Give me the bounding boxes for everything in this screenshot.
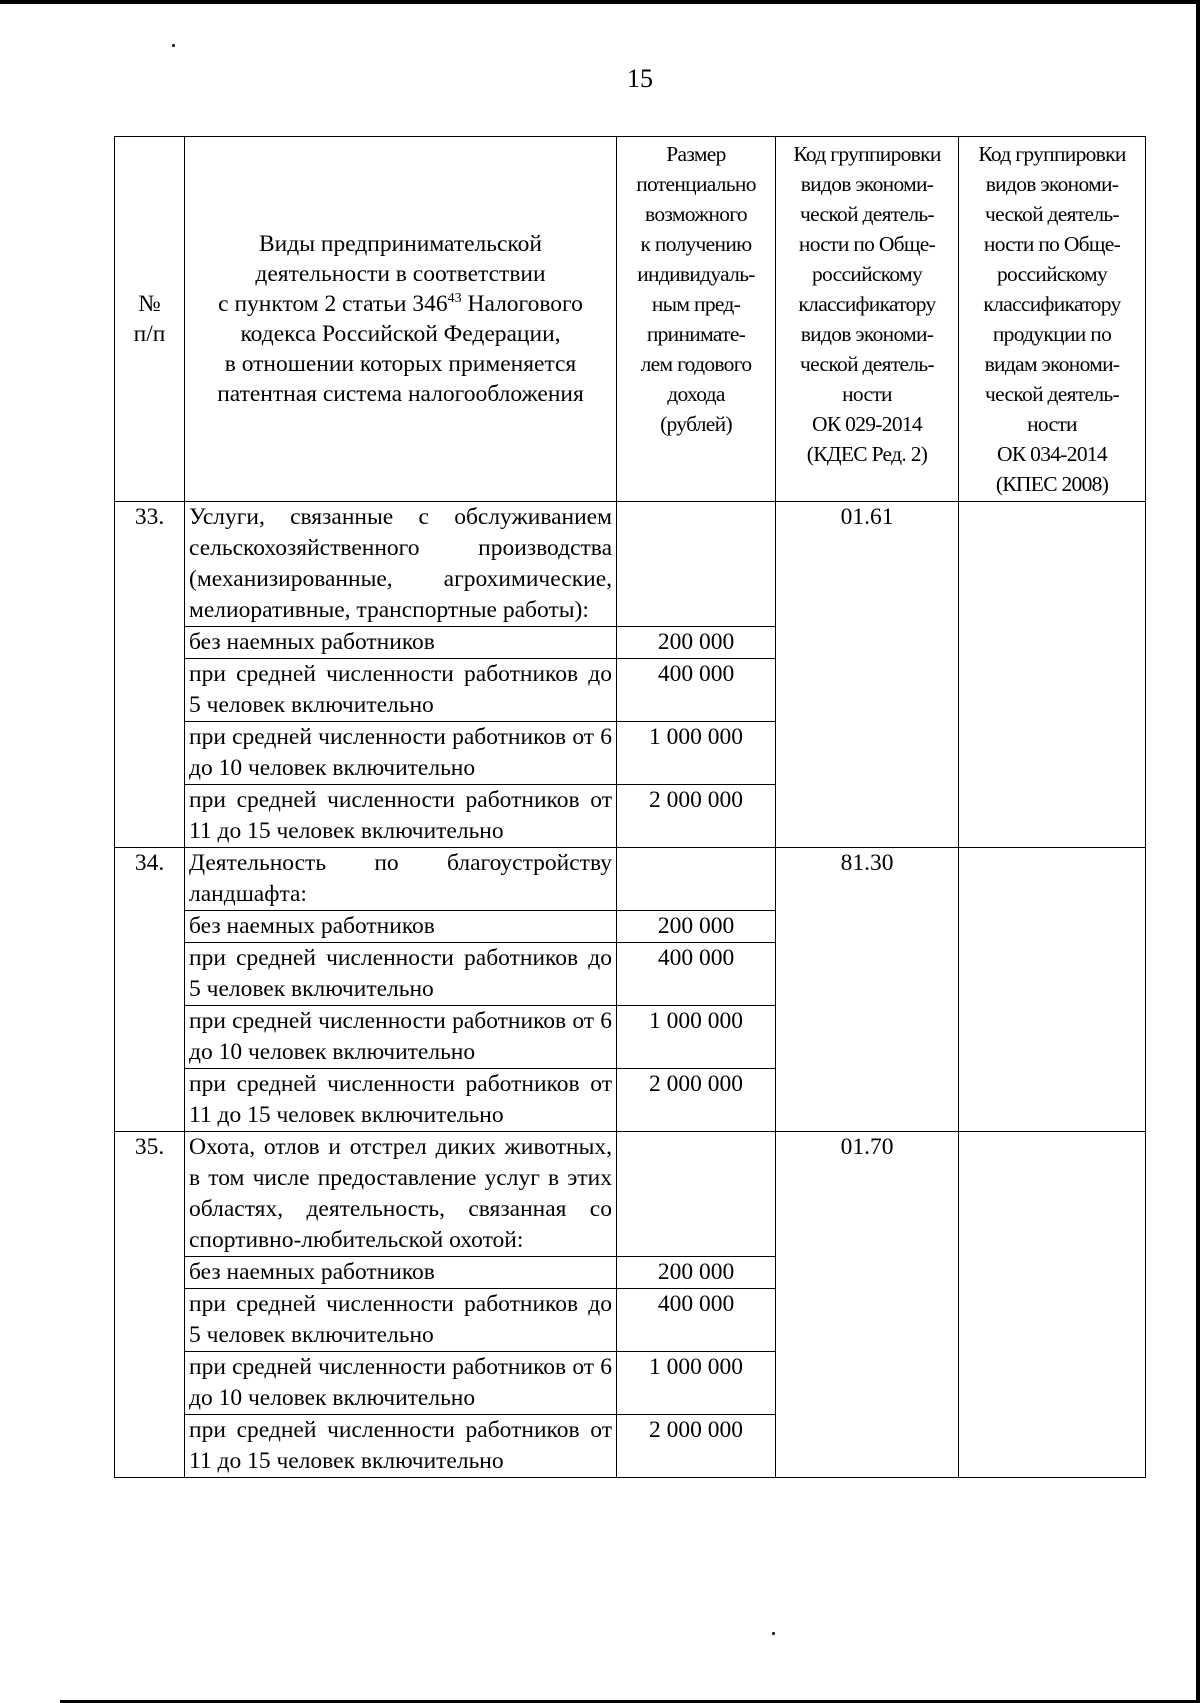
item-title-row [115,1132,1146,1257]
okved-code: 01.70 [776,1132,959,1478]
row-amount: 400 000 [617,943,776,1006]
row-amount: 400 000 [617,659,776,722]
item-title-amount-empty [617,1132,776,1257]
row-label: при средней численности работников до 5 человек включительно [185,943,617,1006]
row-label: при средней численности работников до 5 человек включительно [185,1289,617,1352]
scan-speck [772,1632,775,1635]
item-title-amount-empty [617,848,776,911]
row-label: при средней численности работников от 11 до 15 человек включительно [185,1069,617,1132]
row-amount: 1 000 000 [617,1352,776,1415]
header-activity-superscript: 43 [447,291,462,307]
row-label: без наемных работников [185,1257,617,1289]
item-title-row [115,502,1146,627]
header-number: № п/п [115,137,185,502]
row-label: при средней численности работников от 6 до 10 человек включительно [185,1006,617,1069]
table-body [115,502,1146,1478]
okpd-code [959,848,1146,1132]
header-activity-text-1: Виды предпринимательской деятельности в соответствии с пунктом 2 статьи 346 [218,231,546,317]
row-amount: 400 000 [617,1289,776,1352]
item-title: Деятельность по благоустройству ландшафта: [185,848,617,911]
table-header-row [115,137,1146,502]
row-label: при средней численности работников от 11 до 15 человек включительно [185,1415,617,1478]
page-number: 15 [627,64,653,93]
item-number: 35. [115,1132,185,1478]
scan-speck [172,44,175,47]
patent-activities-table [114,136,1146,1478]
row-label: при средней численности работников до 5 человек включительно [185,659,617,722]
header-activity-text-2: Налогового кодекса Российской Федерации, в отношении которых применяется патентная система налогообложения [217,291,584,407]
row-label: при средней численности работников от 6 до 10 человек включительно [185,1352,617,1415]
row-amount: 200 000 [617,1257,776,1289]
row-amount: 200 000 [617,627,776,659]
item-number: 33. [115,502,185,848]
row-amount: 1 000 000 [617,722,776,785]
okpd-code [959,1132,1146,1478]
row-label: при средней численности работников от 11 до 15 человек включительно [185,785,617,848]
header-activity-type [185,137,617,502]
scan-edge-top [0,0,1200,4]
okved-code: 01.61 [776,502,959,848]
item-title-amount-empty [617,502,776,627]
row-amount: 2 000 000 [617,785,776,848]
row-amount: 1 000 000 [617,1006,776,1069]
header-income-size: Размер потенциально возможного к получению индивидуаль- ным пред- принимате- лем годового дохода (рублей) [617,137,776,502]
item-title-row [115,848,1146,911]
row-amount: 2 000 000 [617,1069,776,1132]
okpd-code [959,502,1146,848]
header-okpd-code: Код группировки видов экономи- ческой деятель- ности по Обще- российскому классификатору продукции по видам экономи- ческой деятель- ности ОК 034-2014 (КПЕС 2008) [959,137,1146,502]
okved-code: 81.30 [776,848,959,1132]
row-label: без наемных работников [185,911,617,943]
row-label: при средней численности работников от 6 до 10 человек включительно [185,722,617,785]
scan-edge-right [1196,0,1200,1703]
header-okved-code: Код группировки видов экономи- ческой деятель- ности по Обще- российскому классификатору видов экономи- ческой деятель- ности ОК 029-2014 (КДЕС Ред. 2) [776,137,959,502]
item-title: Услуги, связанные с обслуживанием сельскохозяйственного производства (механизированные, агрохимические, мелиоративные, транспортные работы): [185,502,617,627]
item-number: 34. [115,848,185,1132]
item-title: Охота, отлов и отстрел диких животных, в том числе предоставление услуг в этих областях, деятельность, связанная со спортивно-любительской охотой: [185,1132,617,1257]
row-amount: 2 000 000 [617,1415,776,1478]
row-amount: 200 000 [617,911,776,943]
row-label: без наемных работников [185,627,617,659]
